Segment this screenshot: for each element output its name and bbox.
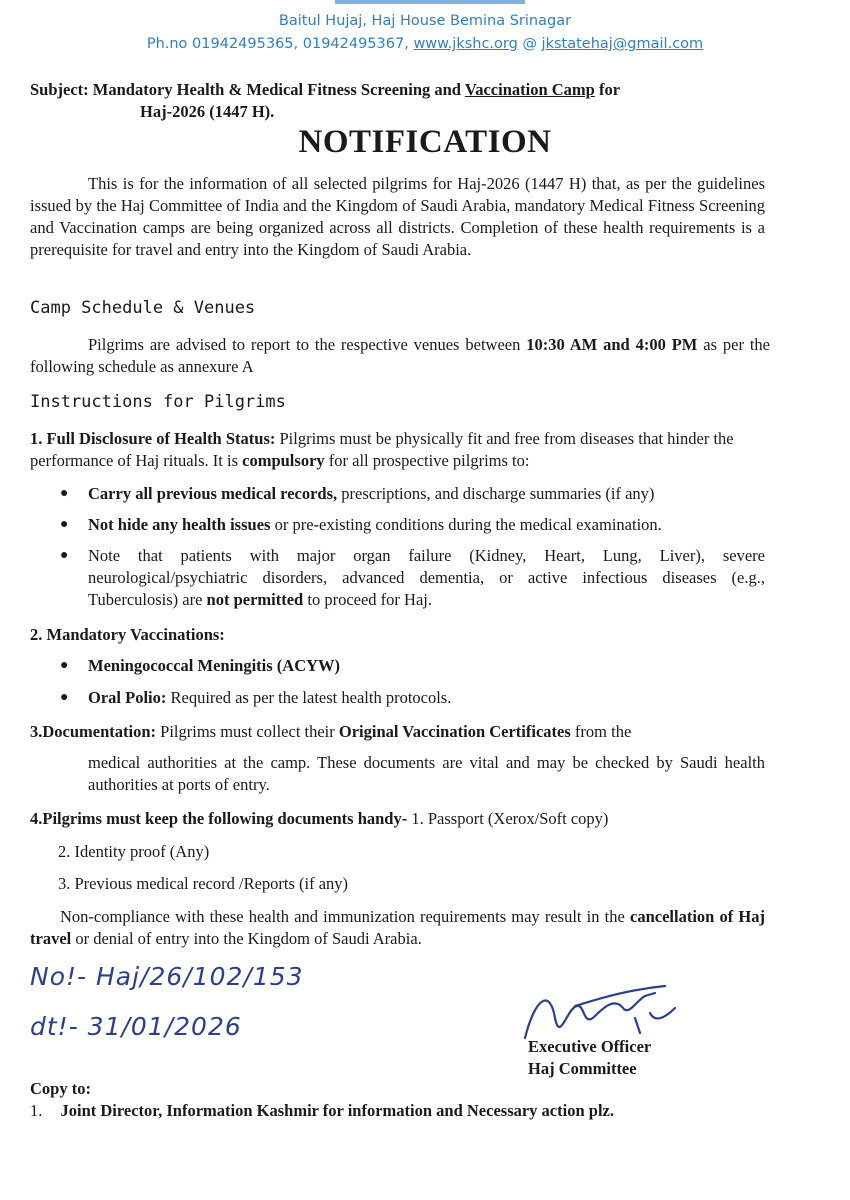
- subject-line: [30, 79, 820, 101]
- subject-haj-year: Haj-2026 (1447 H).: [140, 102, 275, 121]
- letterhead-phone: Ph.no 01942495365, 01942495367,: [146, 36, 409, 52]
- section-4-heading: 4.Pilgrims must keep the following documents handy-: [30, 809, 408, 828]
- section-2-bullet-2: [88, 687, 451, 709]
- section-2-bullet-1: Meningococcal Meningitis (ACYW): [88, 656, 341, 675]
- signature-org: Haj Committee: [528, 1059, 637, 1078]
- bullet-2-bold: Not hide any health issues: [88, 515, 271, 534]
- bullet-dot: ●: [60, 517, 69, 532]
- bullet-1-bold: Carry all previous medical records,: [88, 484, 338, 503]
- letterhead-address-text: Baitul Hujaj, Haj House Bemina Srinagar: [278, 13, 572, 29]
- section-1-bullet-2: [88, 514, 778, 536]
- camp-heading: Camp Schedule & Venues: [30, 298, 256, 318]
- website-link[interactable]: www.jkshc.org: [413, 36, 518, 52]
- handwritten-number: No!- Haj/26/102/153: [30, 962, 304, 991]
- section-1-text-pre: Pilgrims must be physically fit and free from diseases that hinder the performance of Haj rituals. It is: [30, 429, 734, 470]
- letterhead-address: [0, 13, 850, 29]
- section-1-bullet-3: [88, 545, 765, 611]
- copy-item-number: 1.: [30, 1101, 43, 1120]
- camp-text-post: as per the following schedule as annexure A: [30, 335, 770, 376]
- section-1-bold: compulsory: [242, 451, 325, 470]
- section-3-heading: 3.Documentation:: [30, 722, 157, 741]
- camp-paragraph: [30, 334, 770, 378]
- closing-paragraph: [30, 906, 765, 950]
- section-3-continued: medical authorities at the camp. These documents are vital and may be checked by Saudi health authorities at ports of entry.: [88, 753, 765, 794]
- copy-item-text: Joint Director, Information Kashmir for information and Necessary action plz.: [60, 1101, 614, 1120]
- signature-title: Executive Officer: [528, 1037, 652, 1056]
- bullet-3-text-post: to proceed for Haj.: [307, 590, 432, 609]
- section-3-bold: Original Vaccination Certificates: [338, 722, 571, 741]
- document-item-2: 2. Identity proof (Any): [58, 842, 210, 861]
- section-3-text-post: from the: [574, 722, 632, 741]
- intro-paragraph: [30, 173, 765, 261]
- section-3: [30, 721, 790, 743]
- letterhead-contact: [0, 36, 850, 52]
- page-title: NOTIFICATION: [298, 124, 552, 160]
- bullet-dot: ●: [60, 548, 69, 563]
- section-3-text-pre: Pilgrims must collect their: [160, 722, 335, 741]
- section-1-bullet-1: [88, 483, 778, 505]
- bullet-3-text-pre: Note that patients with major organ failure (Kidney, Heart, Lung, Liver), severe neurological/psychiatric disorders, advanced dementia, or active infectious diseases (e.g., Tuberculosis) are: [88, 546, 765, 609]
- subject-line-2: [140, 101, 274, 123]
- bullet-3-bold: not permitted: [206, 590, 304, 609]
- section-4: [30, 808, 800, 830]
- section-1: [30, 428, 770, 472]
- copy-to-label: Copy to:: [30, 1079, 91, 1098]
- subject-underlined: Vaccination Camp: [464, 80, 595, 99]
- camp-time: 10:30 AM and 4:00 PM: [526, 335, 698, 354]
- handwritten-date: dt!- 31/01/2026: [30, 1012, 242, 1041]
- header-cutoff-strip: [335, 0, 525, 4]
- closing-text-post: or denial of entry into the Kingdom of Saudi Arabia.: [75, 929, 422, 948]
- bullet-dot: ●: [60, 690, 69, 705]
- instructions-heading: Instructions for Pilgrims: [30, 392, 286, 412]
- subject-label: Subject:: [30, 80, 89, 99]
- document-item-1: 1. Passport (Xerox/Soft copy): [411, 809, 609, 828]
- section-1-heading: 1. Full Disclosure of Health Status:: [30, 429, 276, 448]
- subject-text-1: Mandatory Health & Medical Fitness Screening and: [92, 80, 461, 99]
- closing-bold: cancellation of Haj travel: [30, 907, 765, 948]
- document-item-3: 3. Previous medical record /Reports (if any): [58, 874, 349, 893]
- bullet-dot: ●: [60, 486, 69, 501]
- bullet-1-text: prescriptions, and discharge summaries (if any): [341, 484, 655, 503]
- oral-polio-label: Oral Polio:: [88, 688, 167, 707]
- at-symbol: @: [522, 36, 537, 52]
- section-2-heading: 2. Mandatory Vaccinations:: [30, 625, 225, 644]
- bullet-dot: ●: [60, 658, 69, 673]
- intro-text: This is for the information of all selected pilgrims for Haj-2026 (1447 H) that, as per the guidelines issued by the Haj Committee of India and the Kingdom of Saudi Arabia, mandatory Medical Fitness Screening and Vaccination camps are being organized across all districts. Completion of these health requirements is a prerequisite for travel and entry into the Kingdom of Saudi Arabia.: [30, 174, 765, 259]
- bullet-2-text: or pre-existing conditions during the medical examination.: [274, 515, 662, 534]
- section-1-text-post: for all prospective pilgrims to:: [328, 451, 530, 470]
- subject-text-2: for: [598, 80, 621, 99]
- email-link[interactable]: jkstatehaj@gmail.com: [541, 36, 704, 52]
- oral-polio-text: Required as per the latest health protocols.: [170, 688, 452, 707]
- camp-text-pre: Pilgrims are advised to report to the respective venues between: [88, 335, 521, 354]
- closing-text-pre: Non-compliance with these health and immunization requirements may result in the: [60, 907, 625, 926]
- copy-to-item-1: [30, 1100, 810, 1122]
